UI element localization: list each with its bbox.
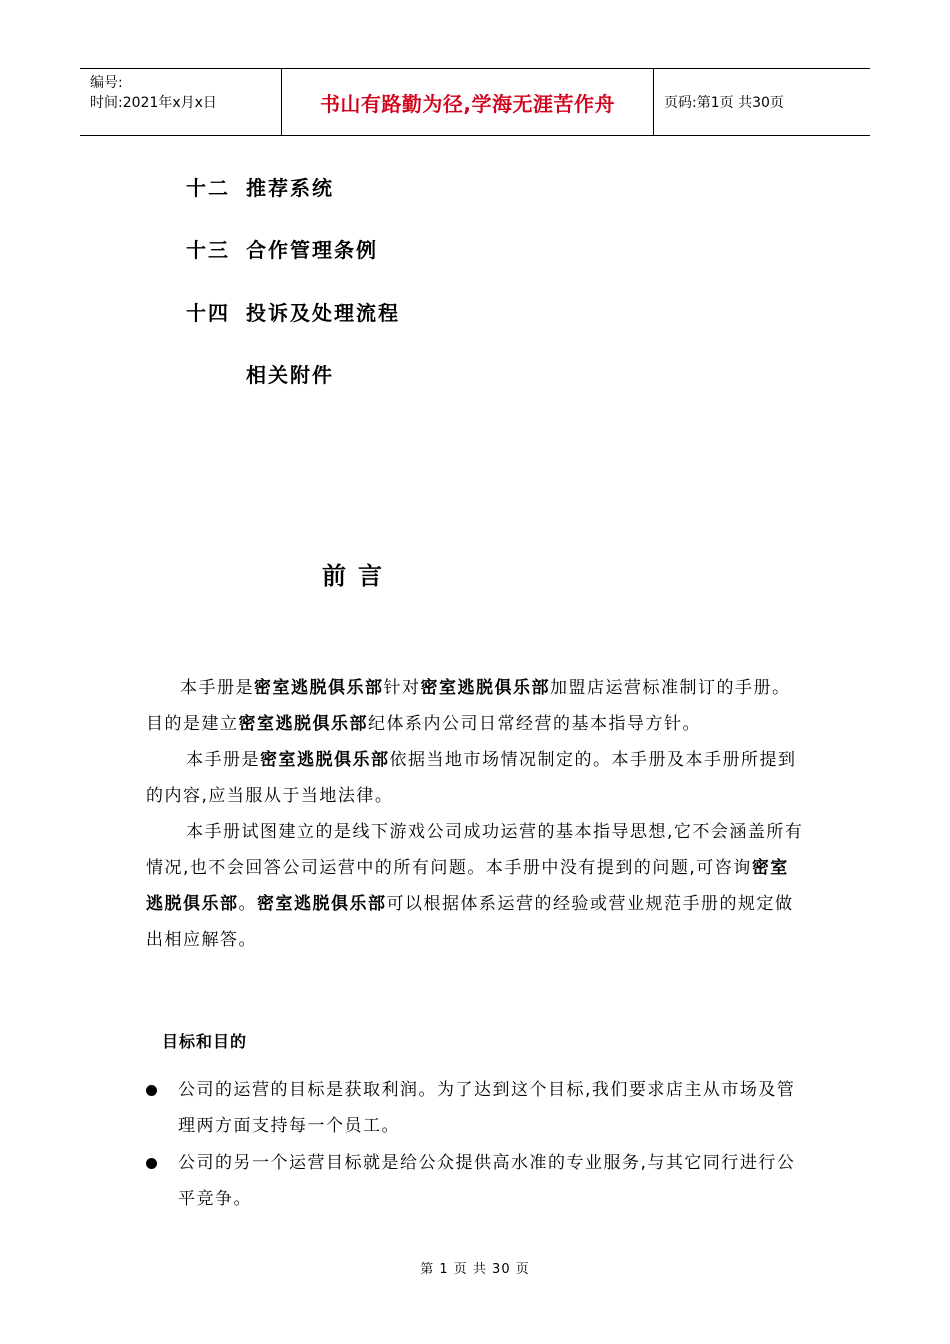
company-name: 密室逃脱俱乐部 bbox=[238, 714, 368, 734]
preface-paragraph-3 bbox=[146, 814, 806, 958]
page-footer: 第 1 页 共 30 页 bbox=[420, 1262, 530, 1277]
header-motto: 书山有路勤为径,学海无涯苦作舟 bbox=[282, 69, 654, 135]
document-number-label: 编号: bbox=[90, 75, 123, 91]
toc-item-title: 推荐系统 bbox=[246, 176, 334, 200]
list-item bbox=[146, 1072, 826, 1144]
text-span: 纪体系内公司日常经营的基本指导方针。 bbox=[368, 714, 701, 734]
toc-item-title: 合作管理条例 bbox=[246, 238, 378, 262]
company-name: 密室逃脱俱乐部 bbox=[146, 858, 789, 914]
header-meta-cell bbox=[80, 69, 282, 135]
list-item-text: 公司的另一个运营目标就是给公众提供高水准的专业服务,与其它同行进行公平竞争。 bbox=[178, 1153, 796, 1209]
text-span: 加盟店运营标准制订的手册。目的是建立 bbox=[146, 678, 791, 734]
toc-item-number: 十三 bbox=[186, 238, 230, 262]
text-span: 本手册是 bbox=[186, 750, 260, 770]
text-span: 本手册是 bbox=[180, 678, 254, 698]
list-item-text: 公司的运营的目标是获取利润。为了达到这个目标,我们要求店主从市场及管理两方面支持每一个员工。 bbox=[178, 1080, 796, 1136]
toc-item-title: 投诉及处理流程 bbox=[246, 301, 400, 325]
text-span: 可以根据体系运营的经验或营业规范手册的规定做出相应解答。 bbox=[146, 894, 794, 950]
company-name: 密室逃脱俱乐部 bbox=[420, 678, 550, 698]
preface-title: 前言 bbox=[322, 562, 394, 590]
document-time-label: 时间:2021年x月x日 bbox=[90, 95, 217, 111]
header-page-info: 页码:第1页 共30页 bbox=[664, 95, 784, 111]
document-header bbox=[80, 68, 870, 136]
toc-item-title: 相关附件 bbox=[246, 363, 334, 387]
text-span: 针对 bbox=[383, 678, 421, 698]
toc-item bbox=[186, 359, 334, 388]
preface-paragraph-2 bbox=[146, 742, 806, 814]
toc-item bbox=[186, 234, 378, 263]
toc-item-number: 十二 bbox=[186, 176, 230, 200]
company-name: 密室逃脱俱乐部 bbox=[254, 678, 384, 698]
bullet-icon bbox=[146, 1085, 157, 1096]
text-span: 。 bbox=[238, 894, 257, 914]
list-item bbox=[146, 1145, 826, 1217]
toc-item bbox=[186, 172, 334, 201]
toc-item-number: 十四 bbox=[186, 301, 230, 325]
text-span: 依据当地市场情况制定的。本手册及本手册所提到的内容,应当服从于当地法律。 bbox=[146, 750, 797, 806]
company-name: 密室逃脱俱乐部 bbox=[257, 894, 387, 914]
goals-heading: 目标和目的 bbox=[162, 1032, 248, 1051]
text-span: 本手册试图建立的是线下游戏公司成功运营的基本指导思想,它不会涵盖所有情况,也不会回答公司运营中的所有问题。本手册中没有提到的问题,可咨询 bbox=[146, 822, 804, 878]
bullet-icon bbox=[146, 1158, 157, 1169]
company-name: 密室逃脱俱乐部 bbox=[260, 750, 390, 770]
preface-paragraph-1 bbox=[146, 670, 806, 742]
toc-item bbox=[186, 297, 400, 326]
